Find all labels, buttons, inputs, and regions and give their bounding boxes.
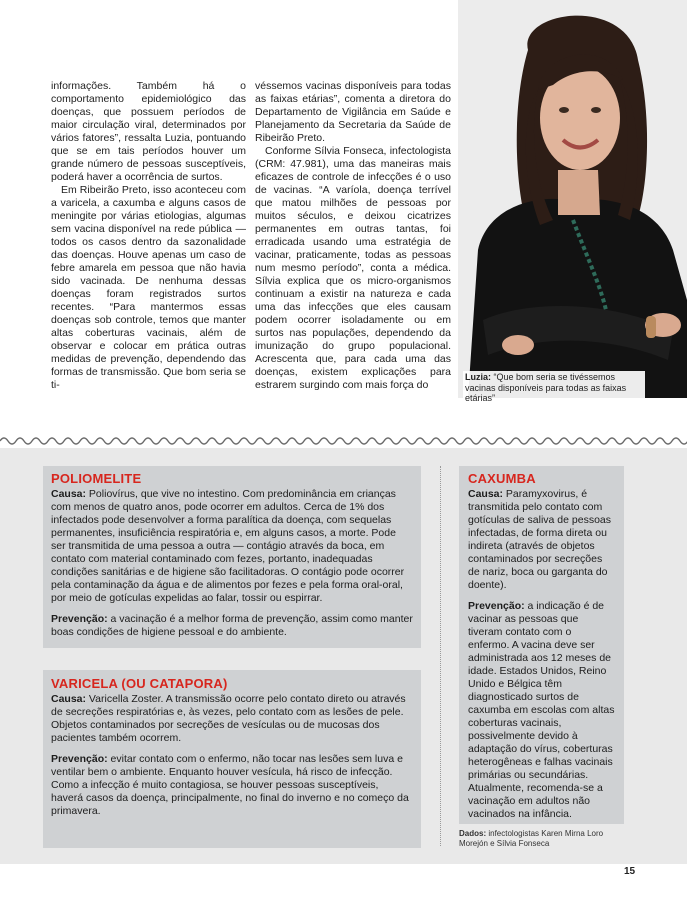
article-paragraph: Conforme Sílvia Fonseca, infectologista (CRM: 47.981), uma das maneiras mais eficazes de controle de infecções é o uso de vacinas. “A varíola, doença terrível que matou milhões de pessoas por muitos séculos, e deixou cicatrizes permanentes em outras tantas, foi erradicada usando uma estratégia de vacinar, praticamente, todas as pessoas num mesmo período”, conta a médica. Sílvia explica que os micro-organismos continuam a existir na natureza e cada uma das infecções que eles causam podem ocorrer isoladamente ou em surtos nas populações, dependendo da imunização do grupo populacional. Acrescenta que, para cada uma das doenças, existem explicações para estrarem surgindo com mais força do: [255, 145, 451, 391]
causa-label: Causa:: [51, 488, 87, 500]
caption-quote: “Que bom seria se tivéssemos vacinas disponíveis para todas as faixas etárias”: [465, 372, 627, 403]
prevencao-text: a vacinação é a melhor forma de prevenção, assim como manter boas condições de higiene pessoal e do ambiente.: [51, 613, 413, 638]
prevencao-label: Prevenção:: [468, 600, 525, 612]
article-column-1: [51, 80, 246, 392]
caxumba-prevencao: [468, 600, 615, 821]
poliomelite-title: POLIOMELITE: [51, 471, 142, 486]
prevencao-label: Prevenção:: [51, 753, 108, 765]
caxumba-box: [459, 466, 624, 824]
photo-caption: [463, 371, 645, 405]
prevencao-text: a indicação é de vacinar as pessoas que tiveram contato com o enfermo. A vacina deve ser administrada aos 12 meses de idade. Estados Unidos, Reino Unido e Bélgica têm diagnosticado surtos de caxumba em escolas com altas coberturas vacinais, possivelmente devido à adaptação do vírus, coberturas heterogêneas e falhas vacinais primárias ou secundárias. Atualmente, recomenda-se a vacinação em adultos não vacinados na infância.: [468, 600, 615, 820]
caxumba-causa: [468, 488, 615, 592]
caxumba-title: CAXUMBA: [468, 471, 536, 486]
varicela-box: [43, 670, 421, 848]
caption-name: Luzia:: [465, 372, 491, 382]
varicela-causa: [51, 693, 413, 745]
page-number: 15: [624, 866, 636, 877]
article-column-2: [255, 80, 451, 392]
poliomelite-causa: [51, 488, 413, 605]
article-paragraph: informações. Também há o comportamento epidemiológico das doenças, que possuem períodos de maior circulação viral, determinados por vários fatores”, ressalta Luzia, pontuando que se em tais períodos houver um grande número de pessoas susceptíveis, poderá haver a ocorrência de surtos.: [51, 80, 246, 183]
varicela-prevencao: [51, 753, 413, 818]
wavy-divider: [0, 433, 687, 449]
column-divider: [440, 466, 441, 846]
varicela-title: VARICELA (OU CATAPORA): [51, 676, 228, 691]
prevencao-label: Prevenção:: [51, 613, 108, 625]
article-paragraph: Em Ribeirão Preto, isso aconteceu com a varicela, a caxumba e alguns casos de meningite por várias etiologias, algumas sem vacina disponível na rede pública — todos os casos dentro da sazonalidade das doenças. Houve apenas um caso de febre amarela em pessoa que não havia sido vacinada. De nenhuma dessas doenças foram registrados surtos recentes. “Para mantermos essas doenças sob controle, temos que manter altas coberturas vacinais, além de observar e colocar em prática outras medidas de prevenção, dependendo das formas de transmissão. Que bom seria se ti-: [51, 184, 246, 391]
poliomelite-prevencao: [51, 613, 413, 639]
data-source: [459, 829, 629, 849]
causa-text: Varicella Zoster. A transmissão ocorre pelo contato direto ou através de secreções respiratórias e, às vezes, pelo contato com as lesões de pele. Objetos contaminados por secreções de vesículas ou de mucosas dos pacientes também ocorrem.: [51, 693, 406, 744]
portrait-illustration: [458, 0, 687, 398]
poliomelite-box: [43, 466, 421, 648]
dados-label: Dados:: [459, 829, 487, 838]
causa-text: Paramyxovirus, é transmitida pelo contato com gotículas de saliva de pessoas infectadas, de forma direta ou indireta (através de objetos contaminados por secreções de nariz, boca ou garganta do doente).: [468, 488, 612, 591]
prevencao-text: evitar contato com o enfermo, não tocar nas lesões sem luva e ventilar bem o ambiente. Enquanto houver vesícula, há risco de infecção. Como a infecção é muito contagiosa, se houver pessoas susceptíveis, haverá casos da doença, principalmente, no final do inverno e no começo da primavera.: [51, 753, 409, 817]
causa-text: Poliovírus, que vive no intestino. Com predominância em crianças com menos de quatro anos, pode ocorrer em adultos. Cerca de 1% dos infectados pode desenvolver a forma paralítica da doença, com sequelas permanentes, insuficiência respiratória e, em alguns casos, a morte. Pode ser transmitida de uma pessoa a outra — contágio através da boca, em contato com material contaminado com fezes, portanto, inadequadas condições sanitárias e de higiene são facilitadoras. O contágio pode ocorrer pela contaminação da água e de alimentos por fezes e pela forma oral-oral, por meio de gotículas expelidas ao falar, tossir ou espirrar.: [51, 488, 405, 604]
causa-label: Causa:: [51, 693, 87, 705]
portrait-photo: [458, 0, 687, 398]
article-paragraph: véssemos vacinas disponíveis para todas as faixas etárias”, comenta a diretora do Departamento de Vigilância em Saúde e Planejamento da Secretaria da Saúde de Ribeirão Preto.: [255, 80, 451, 144]
causa-label: Causa:: [468, 488, 504, 500]
dados-text: infectologistas Karen Mirna Loro Morejón e Sílvia Fonseca: [459, 829, 604, 848]
